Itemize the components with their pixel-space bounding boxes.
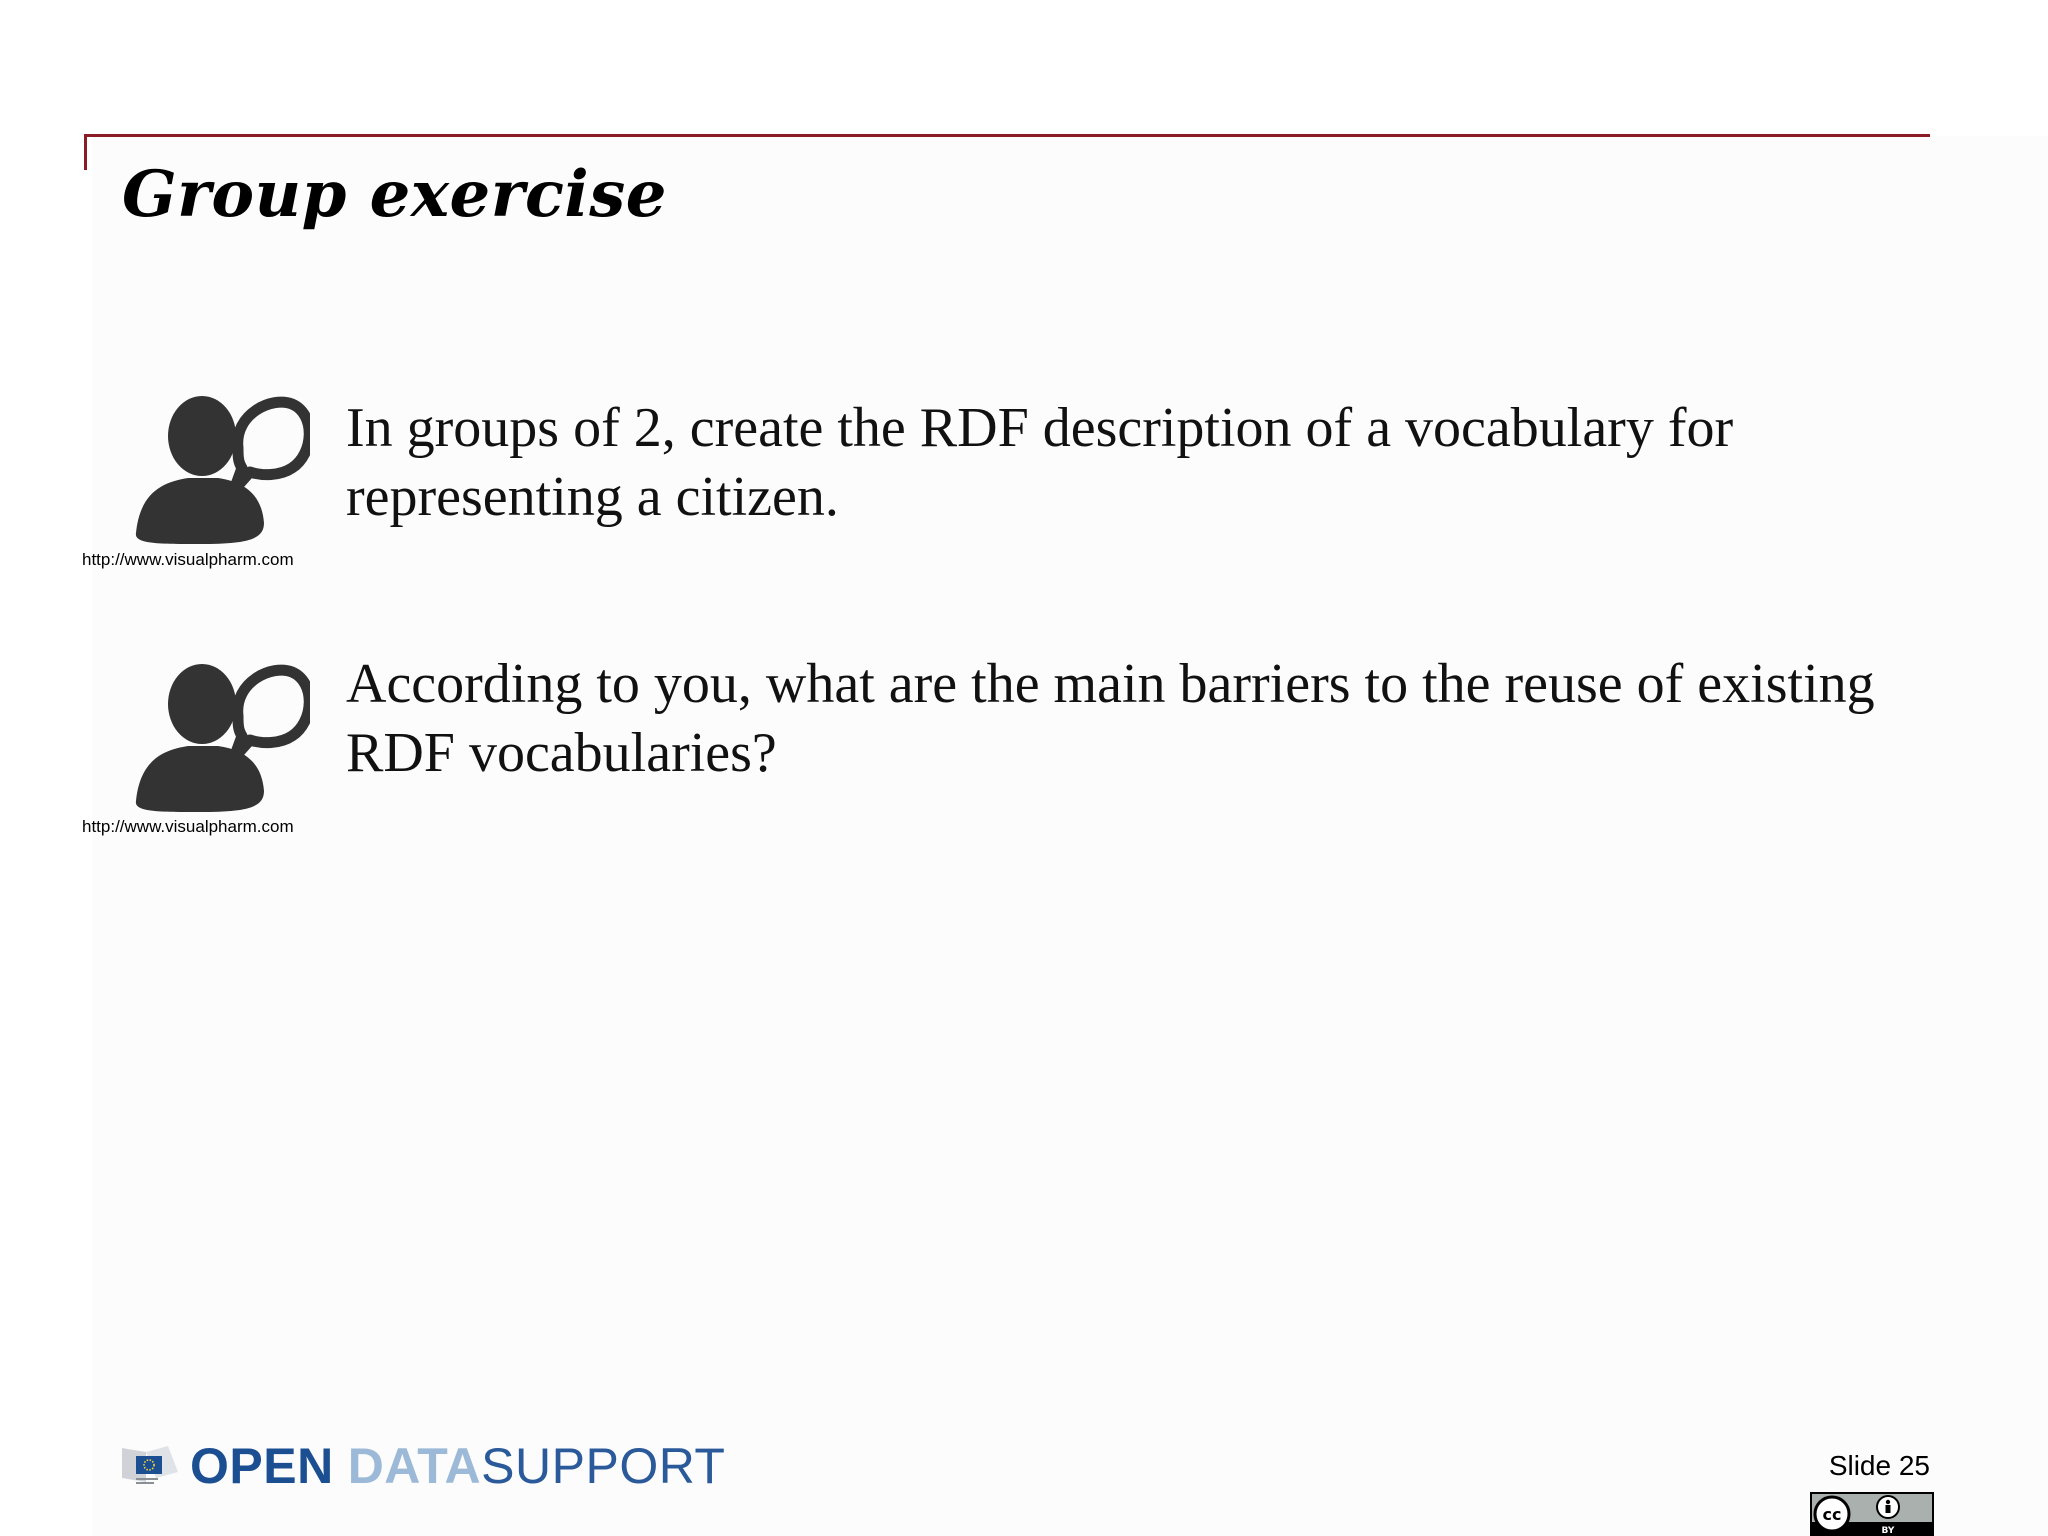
license-label: BY — [1881, 1526, 1895, 1536]
brand-data: DATA — [347, 1438, 482, 1494]
open-data-support-logo — [120, 1436, 725, 1496]
cc-by-license-icon — [1810, 1492, 1934, 1536]
title-rule — [84, 134, 1930, 137]
title-rule-corner — [84, 134, 87, 170]
slide-number: Slide 25 — [1828, 1450, 1930, 1481]
slide-background — [92, 136, 2048, 1536]
icon-credit: http://www.visualpharm.com — [82, 550, 294, 569]
person-speech-bubble-icon — [126, 388, 310, 548]
brand-support: SUPPORT — [481, 1438, 726, 1494]
eu-flag-icon — [120, 1442, 180, 1490]
svg-text:cc: cc — [1822, 1505, 1842, 1524]
exercise-text: In groups of 2, create the RDF description of a vocabulary for representing a citizen. — [346, 397, 1734, 528]
slide-title: Group exercise — [122, 157, 667, 232]
brand-open: OPEN — [190, 1438, 334, 1494]
exercise-text: According to you, what are the main barriers to the reuse of existing RDF vocabularies? — [346, 653, 1875, 784]
person-speech-bubble-icon — [126, 656, 310, 816]
icon-credit: http://www.visualpharm.com — [82, 817, 294, 836]
